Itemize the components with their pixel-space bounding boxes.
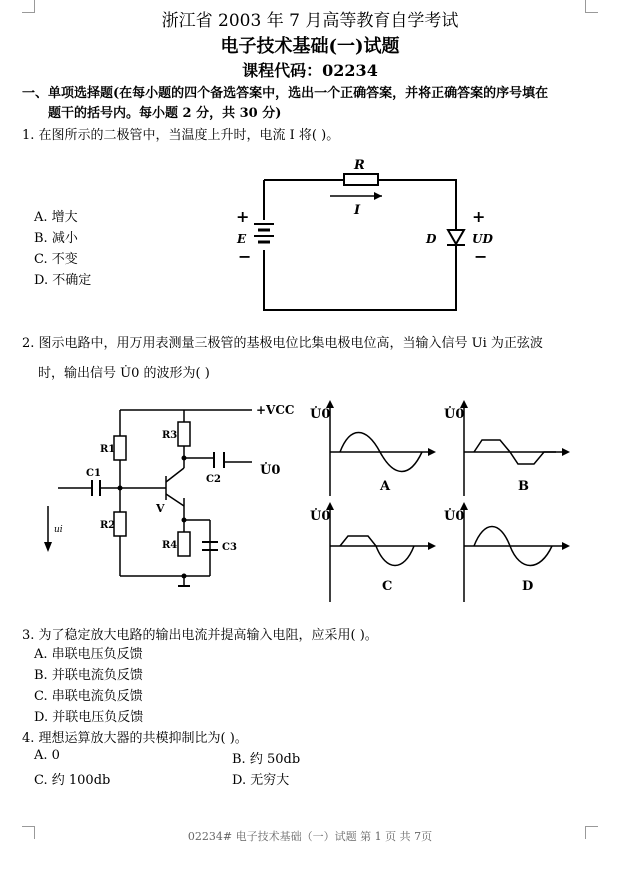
label-c1: C1 [86,468,101,479]
q3-option-c: C. 串联电流负反馈 [34,689,143,704]
waveform-c [340,536,414,566]
question-2-line2: 时，输出信号 U̇0 的波形为( ) [38,366,210,381]
course-code: 课程代码：02234 [242,61,378,80]
page-footer: 02234# 电子技术基础（一）试题 第 1 页 共 7页 [187,830,433,843]
amplifier-circuit-figure [38,396,298,592]
section-title-line2: 题干的括号内。每小题 2 分，共 30 分) [48,106,282,121]
label-u0-c: U̇0 [310,509,331,524]
q4-option-a: A. 0 [34,748,60,763]
question-3-text: 3. 为了稳定放大电路的输出电流并提高输入电阻，应采用( )。 [22,628,378,643]
question-1-text: 1. 在图所示的二极管中，当温度上升时，电流 I 将( )。 [22,128,340,143]
label-v: V [156,502,165,515]
q1-option-c: C. 不变 [34,252,78,267]
label-wave-a: A [380,479,391,494]
q4-option-b: B. 约 50db [232,752,301,767]
label-plus-ud: + [472,207,486,226]
q3-option-a: A. 串联电压负反馈 [34,647,143,662]
label-r: R [354,158,365,173]
label-u0-b: U̇0 [444,407,465,422]
transistor-v [166,468,184,506]
label-c3: C3 [222,542,237,553]
junction-dot [182,518,187,523]
waveform-options-figure [304,396,604,606]
resistor-r4 [178,532,190,556]
junction-dot [118,486,123,491]
section-instructions [22,84,592,124]
label-r1: R1 [100,444,116,455]
resistor-r1 [114,436,126,460]
q4-option-d: D. 无穷大 [232,773,290,788]
label-e: E [237,232,247,246]
label-vcc: +VCC [256,403,295,417]
resistor-r [344,174,378,185]
waveform-axes [330,402,566,602]
question-4-text: 4. 理想运算放大器的共模抑制比为( )。 [22,731,248,746]
label-u0-a: U̇0 [310,407,331,422]
q4-option-c: C. 约 100db [34,773,111,788]
q1-option-a: A. 增大 [34,210,78,225]
exam-title: 电子技术基础(一)试题 [220,36,400,57]
waveform-arrowheads [326,400,570,550]
label-d: D [426,232,437,246]
label-plus-e: + [236,207,250,226]
label-i: I [354,203,361,218]
label-ui: ui [54,525,63,535]
q3-option-d: D. 并联电压负反馈 [34,710,144,725]
resistor-r3 [178,422,190,446]
battery-e [252,220,276,250]
label-r2: R2 [100,520,116,531]
label-wave-d: D [522,579,534,594]
amplifier-wires [58,410,252,586]
label-c2: C2 [206,474,221,485]
label-u0-d: U̇0 [444,509,465,524]
label-minus-ud: − [474,247,488,266]
junction-dot [182,456,187,461]
label-u0-output: U̇0 [260,463,281,478]
capacitor-c1 [92,480,100,496]
q1-option-d: D. 不确定 [34,273,92,288]
label-ud: UD [472,232,493,246]
diode-d [444,224,468,254]
q3-option-b: B. 并联电流负反馈 [34,668,143,683]
diode-circuit-figure [226,150,506,320]
current-arrowhead [374,192,382,200]
junction-dot [182,574,187,579]
section-title-line1: 一、单项选择题(在每小题的四个备选答案中，选出一个正确答案，并将正确答案的序号填在 [22,86,549,101]
label-r3: R3 [162,430,178,441]
input-arrowhead [44,542,52,552]
label-wave-c: C [382,579,393,594]
label-wave-b: B [518,479,529,494]
question-2-line1: 2. 图示电路中，用万用表测量三极管的基极电位比集电极电位高，当输入信号 Ui 为正弦波 [22,336,543,351]
label-minus-e: − [238,247,252,266]
capacitor-c2 [214,452,224,468]
resistor-r2 [114,512,126,536]
label-r4: R4 [162,540,178,551]
exam-header: 浙江省 2003 年 7 月高等教育自学考试 [161,11,459,31]
q1-option-b: B. 减小 [34,231,78,246]
